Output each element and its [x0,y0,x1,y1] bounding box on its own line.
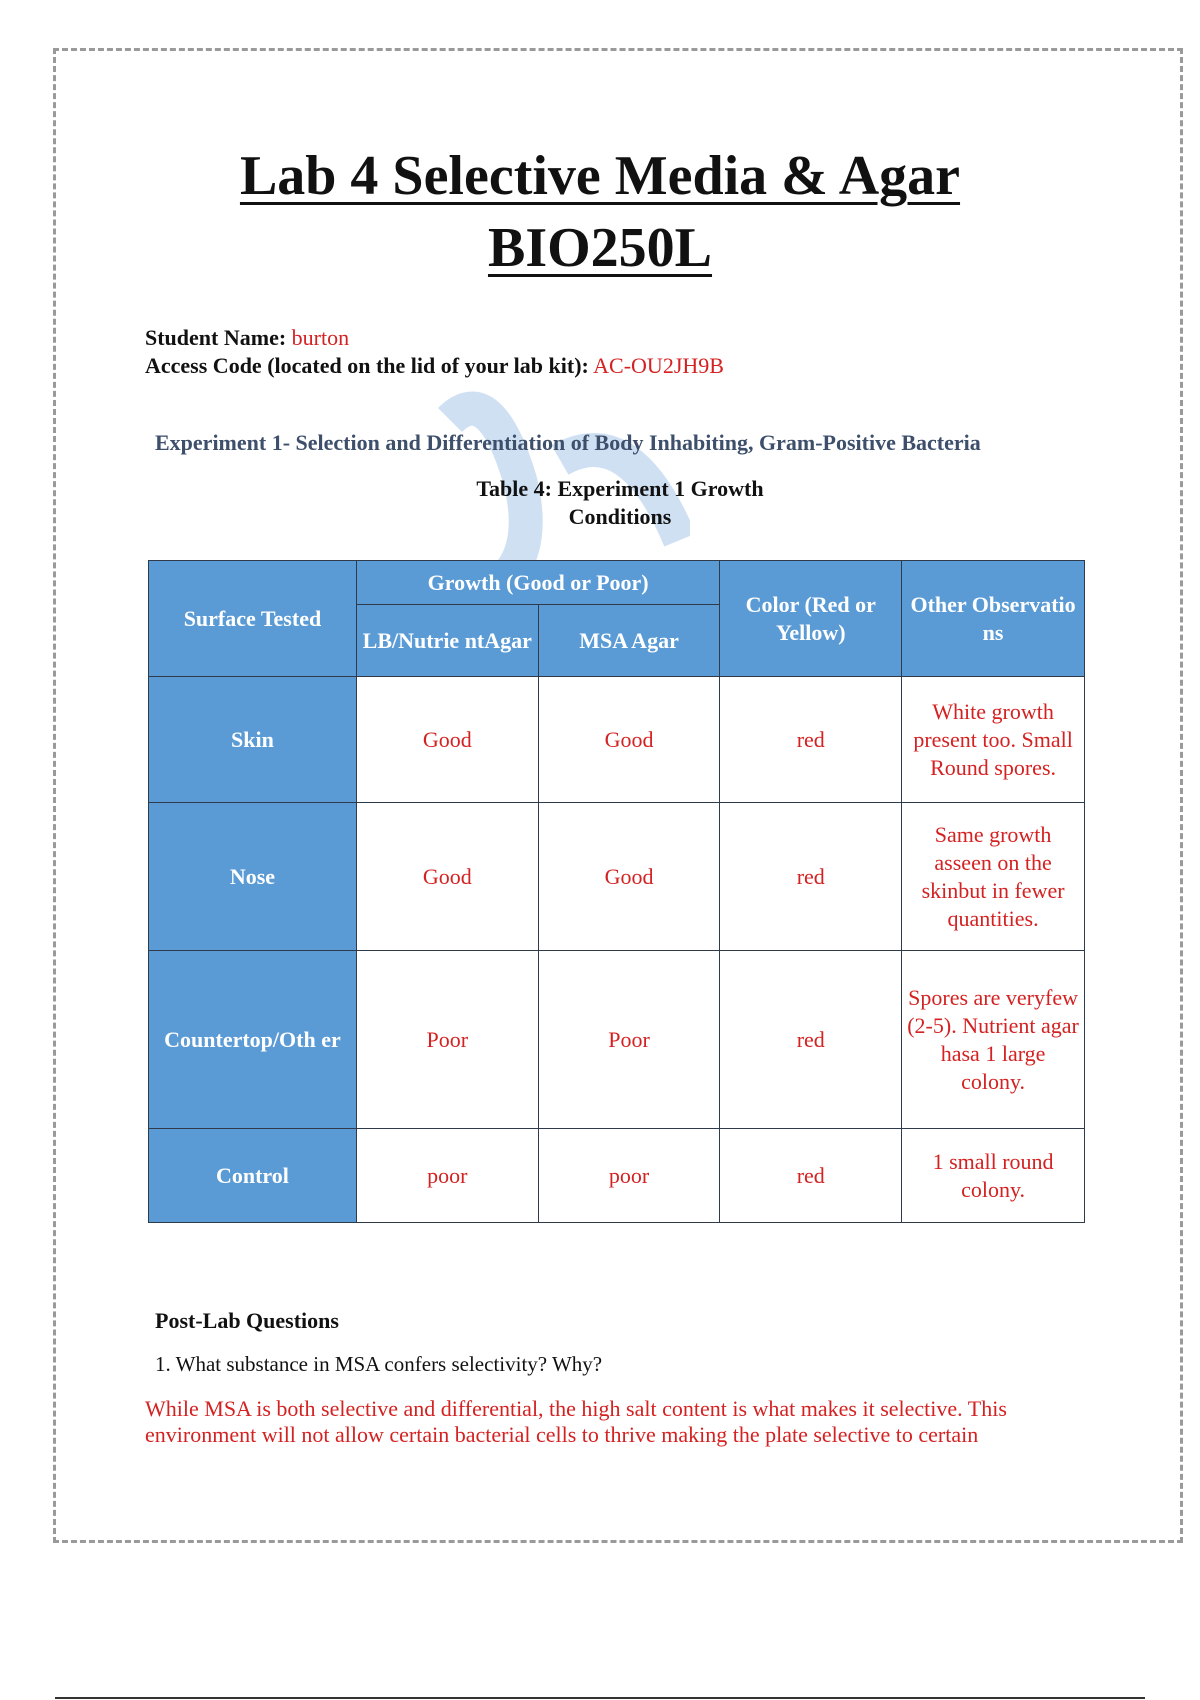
row-surface: Nose [149,803,357,951]
row-surface: Skin [149,677,357,803]
answer-1: While MSA is both selective and differential, the high salt content is what makes it selective. This environment will not allow certain bacterial cells to thrive making the plate selective to certain [145,1396,1007,1447]
page-bottom-divider [55,1697,1145,1699]
row-surface: Control [149,1129,357,1223]
header-msa-agar: MSA Agar [538,605,720,677]
row-lb-growth: Poor [356,951,538,1129]
row-msa-growth: Poor [538,951,720,1129]
header-other-observations: Other Observatio ns [902,561,1085,677]
row-color: red [720,1129,902,1223]
title-line-2: BIO250L [487,217,713,279]
student-name-label: Student Name: [145,325,287,350]
row-lb-growth: Good [356,803,538,951]
table-header-row [149,561,1085,605]
row-other: White growth present too. Small Round spores. [902,677,1085,803]
access-code-label: Access Code (located on the lid of your lab kit): [145,353,589,378]
row-color: red [720,951,902,1129]
table-row [149,1129,1085,1223]
row-msa-growth: Good [538,803,720,951]
page-title [0,140,1200,284]
table-row [149,677,1085,803]
title-line-1: Lab 4 Selective Media & Agar [239,145,961,207]
row-color: red [720,677,902,803]
row-msa-growth: poor [538,1129,720,1223]
row-lb-growth: poor [356,1129,538,1223]
table-caption [440,475,800,531]
row-other: Spores are veryfew (2-5). Nutrient agar hasa 1 large colony. [902,951,1085,1129]
table-caption-line-1: Table 4: Experiment 1 Growth [476,476,764,501]
experiment-heading: Experiment 1- Selection and Differentiation of Body Inhabiting, Gram-Positive Bacteria [155,430,981,455]
header-surface-tested: Surface Tested [149,561,357,677]
header-color: Color (Red or Yellow) [720,561,902,677]
row-lb-growth: Good [356,677,538,803]
table-row [149,803,1085,951]
row-color: red [720,803,902,951]
row-surface: Countertop/Oth er [149,951,357,1129]
post-lab-heading: Post-Lab Questions [155,1308,339,1333]
student-name-value: burton [291,325,350,350]
question-1: 1. What substance in MSA confers selectivity? Why? [155,1352,603,1376]
growth-conditions-table [148,560,1085,1223]
header-lb-nutrient-agar: LB/Nutrie ntAgar [356,605,538,677]
access-code-value: AC-OU2JH9B [593,353,724,378]
table-caption-line-2: Conditions [568,504,672,529]
access-code-line [145,353,724,379]
student-name-line [145,325,349,351]
row-msa-growth: Good [538,677,720,803]
table-row [149,951,1085,1129]
row-other: 1 small round colony. [902,1129,1085,1223]
row-other: Same growth asseen on the skinbut in fewer quantities. [902,803,1085,951]
header-growth: Growth (Good or Poor) [356,561,720,605]
